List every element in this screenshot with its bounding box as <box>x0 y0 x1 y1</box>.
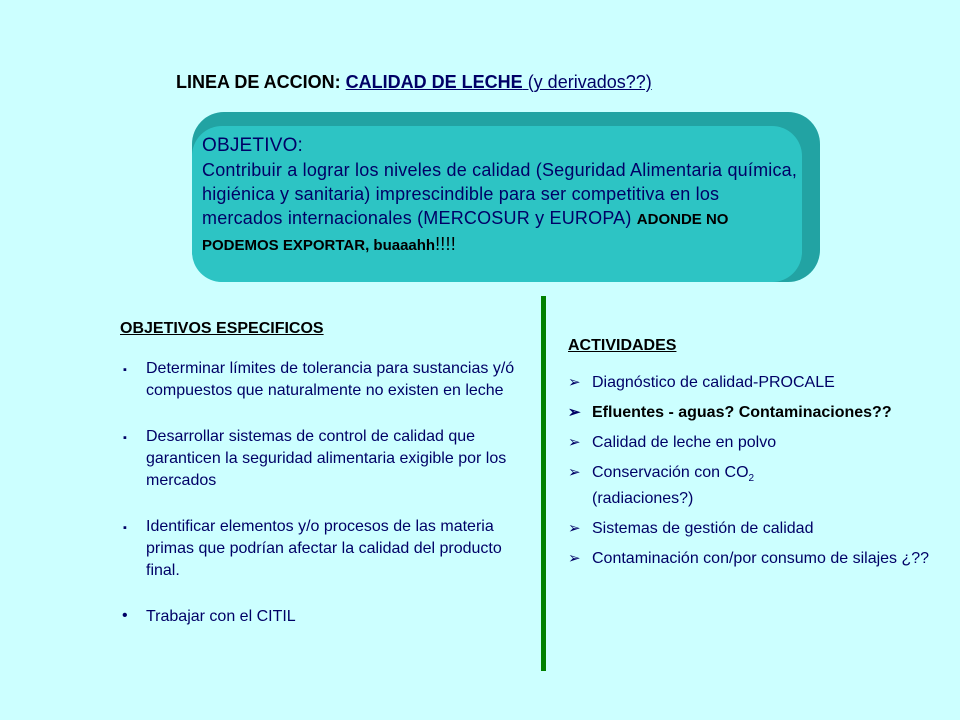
arrow-bullet-icon: ➢ <box>568 464 581 481</box>
objective-exclaim: !!!! <box>435 234 456 254</box>
specific-objectives <box>120 320 520 652</box>
list-item <box>568 433 938 453</box>
co2-subscript: 2 <box>748 473 755 485</box>
square-bullet-icon: ▪ <box>123 432 127 444</box>
specific-list <box>120 358 520 628</box>
objective-text <box>202 134 802 258</box>
title-suffix: (y derivados??) <box>522 72 652 92</box>
arrow-bullet-icon: ➢ <box>568 520 581 538</box>
list-item-text: (radiaciones?) <box>592 490 694 508</box>
list-item-text: Sistemas de gestión de calidad <box>592 520 814 538</box>
list-item-text: Determinar límites de tolerancia para sustancias y/ó compuestos que naturalmente no existen en leche <box>146 360 515 399</box>
objective-box <box>192 112 820 282</box>
list-item <box>120 606 520 628</box>
list-item-text: Diagnóstico de calidad-PROCALE <box>592 374 835 391</box>
arrow-bullet-icon: ➢ <box>568 374 581 391</box>
specific-heading: OBJETIVOS ESPECIFICOS <box>120 320 324 337</box>
list-item <box>568 549 938 569</box>
list-item-text: Identificar elementos y/o procesos de las materia primas que podrían afectar la calidad del producto final. <box>146 518 502 579</box>
list-item <box>568 373 938 393</box>
activities <box>568 337 938 579</box>
dot-bullet-icon: • <box>122 607 128 624</box>
list-item <box>568 463 938 509</box>
arrow-bullet-icon: ➢ <box>568 434 581 451</box>
activities-heading: ACTIVIDADES <box>568 337 677 354</box>
list-item-text: Conservación con CO <box>592 464 749 481</box>
square-bullet-icon: ▪ <box>123 364 127 376</box>
list-item <box>120 516 520 582</box>
title-prefix: LINEA DE ACCION: <box>176 72 346 92</box>
list-item <box>120 358 520 402</box>
list-item <box>568 519 938 539</box>
list-item-text: Calidad de leche en polvo <box>592 434 777 451</box>
square-bullet-icon: ▪ <box>123 522 127 534</box>
list-item-text: Efluentes - aguas? Contaminaciones?? <box>592 404 892 421</box>
list-item <box>120 426 520 492</box>
arrow-bullet-icon: ➢ <box>568 404 581 421</box>
column-divider <box>541 296 546 671</box>
objective-caps: ADONDE NO PODEMOS EXPORTAR, buaaahh <box>202 211 729 254</box>
slide-title <box>176 72 652 93</box>
objective-heading: OBJETIVO: <box>202 135 304 156</box>
list-item-text: Desarrollar sistemas de control de calidad que garanticen la seguridad alimentaria exigible por los mercados <box>146 428 507 489</box>
objective-body: Contribuir a lograr los niveles de calidad (Seguridad Alimentaria química, higiénica y sanitaria) imprescindible para ser competitiva en los mercados internacionales (MERCOSUR y EUROPA) <box>202 160 798 228</box>
arrow-bullet-icon: ➢ <box>568 550 581 568</box>
list-item <box>568 403 938 423</box>
list-item-text: Contaminación con/por consumo de silajes ¿?? <box>592 550 930 568</box>
activities-list <box>568 373 938 569</box>
title-main: CALIDAD DE LECHE <box>345 72 523 92</box>
list-item-text: Trabajar con el CITIL <box>146 608 296 625</box>
